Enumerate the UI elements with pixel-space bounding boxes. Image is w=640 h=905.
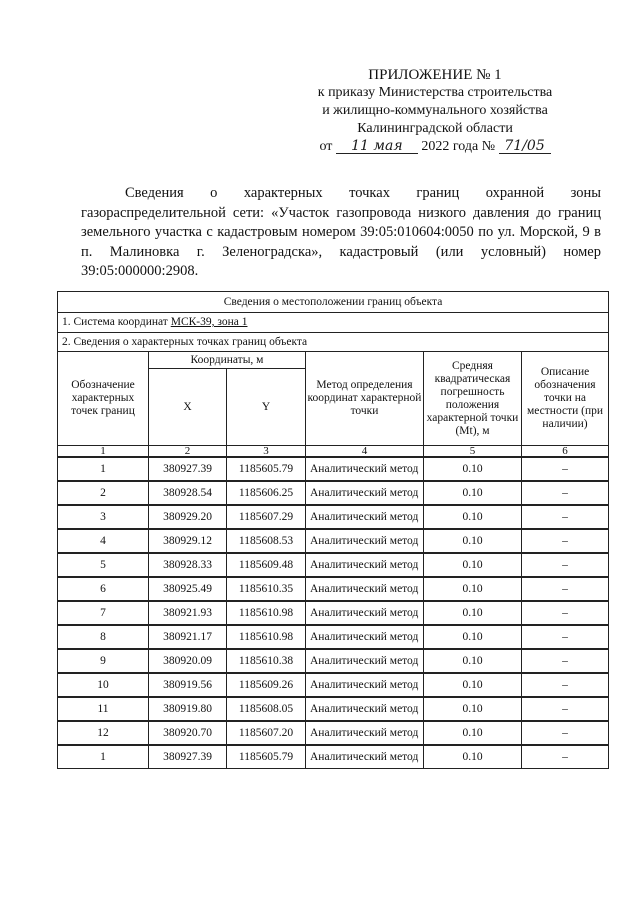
error-cell: 0.10 <box>424 457 522 481</box>
x-cell: 380921.17 <box>149 625 227 649</box>
date-prefix: от <box>319 139 333 154</box>
point-cell: 8 <box>58 625 149 649</box>
section-title: Сведения о местоположении границ объекта <box>58 292 609 313</box>
method-cell: Аналитический метод <box>306 577 424 601</box>
annex-header <box>290 66 580 156</box>
error-cell: 0.10 <box>424 673 522 697</box>
error-cell: 0.10 <box>424 625 522 649</box>
col-number: 4 <box>306 446 424 458</box>
points-table <box>57 291 609 769</box>
error-cell: 0.10 <box>424 721 522 745</box>
error-cell: 0.10 <box>424 505 522 529</box>
method-cell: Аналитический метод <box>306 481 424 505</box>
handwritten-date: 11 мая <box>336 139 418 154</box>
desc-cell: – <box>522 553 609 577</box>
method-cell: Аналитический метод <box>306 529 424 553</box>
y-cell: 1185610.38 <box>227 649 306 673</box>
desc-cell: – <box>522 649 609 673</box>
y-cell: 1185610.98 <box>227 601 306 625</box>
desc-cell: – <box>522 601 609 625</box>
table-row <box>58 577 609 601</box>
y-cell: 1185609.48 <box>227 553 306 577</box>
x-cell: 380921.93 <box>149 601 227 625</box>
method-cell: Аналитический метод <box>306 625 424 649</box>
desc-cell: – <box>522 577 609 601</box>
table-row <box>58 505 609 529</box>
table-row <box>58 481 609 505</box>
col-number: 5 <box>424 446 522 458</box>
points-heading: 2. Сведения о характерных точках границ объекта <box>58 333 609 352</box>
method-cell: Аналитический метод <box>306 673 424 697</box>
method-cell: Аналитический метод <box>306 649 424 673</box>
point-cell: 6 <box>58 577 149 601</box>
y-cell: 1185608.05 <box>227 697 306 721</box>
y-cell: 1185610.35 <box>227 577 306 601</box>
table-row <box>58 553 609 577</box>
point-cell: 9 <box>58 649 149 673</box>
desc-cell: – <box>522 721 609 745</box>
point-cell: 5 <box>58 553 149 577</box>
table-row <box>58 745 609 769</box>
annex-line-1: к приказу Министерства строительства <box>317 85 553 100</box>
y-cell: 1185607.29 <box>227 505 306 529</box>
desc-cell: – <box>522 745 609 769</box>
x-cell: 380929.12 <box>149 529 227 553</box>
x-cell: 380920.09 <box>149 649 227 673</box>
error-cell: 0.10 <box>424 649 522 673</box>
table-body <box>58 457 609 769</box>
annex-date-line <box>290 138 580 156</box>
table-row <box>58 721 609 745</box>
method-cell: Аналитический метод <box>306 697 424 721</box>
point-cell: 4 <box>58 529 149 553</box>
x-cell: 380919.80 <box>149 697 227 721</box>
error-cell: 0.10 <box>424 529 522 553</box>
point-cell: 1 <box>58 745 149 769</box>
point-cell: 10 <box>58 673 149 697</box>
x-cell: 380920.70 <box>149 721 227 745</box>
method-cell: Аналитический метод <box>306 457 424 481</box>
date-mid: 2022 года № <box>421 139 496 154</box>
point-cell: 1 <box>58 457 149 481</box>
header-desc: Описание обозначения точки на местности (при наличии) <box>522 352 609 446</box>
point-cell: 11 <box>58 697 149 721</box>
header-error: Средняя квадратическая погрешность положения характерной точки (Mt), м <box>424 352 522 446</box>
y-cell: 1185609.26 <box>227 673 306 697</box>
point-cell: 3 <box>58 505 149 529</box>
y-cell: 1185610.98 <box>227 625 306 649</box>
y-cell: 1185606.25 <box>227 481 306 505</box>
method-cell: Аналитический метод <box>306 745 424 769</box>
desc-cell: – <box>522 529 609 553</box>
x-cell: 380927.39 <box>149 457 227 481</box>
x-cell: 380927.39 <box>149 745 227 769</box>
method-cell: Аналитический метод <box>306 721 424 745</box>
intro-paragraph: Сведения о характерных точках границ охранной зоны газораспределительной сети: «Участок газопровода низкого давления до границ земельного участка с кадастровым номером 39:05:010604:0050 по ул. Морской, 9 в п. Малиновка г. Зеленоградска», кадастровый (или условный) номер 39:05:000000:2908. <box>81 185 601 279</box>
desc-cell: – <box>522 481 609 505</box>
header-y: Y <box>227 369 306 446</box>
table-row <box>58 457 609 481</box>
y-cell: 1185608.53 <box>227 529 306 553</box>
x-cell: 380928.54 <box>149 481 227 505</box>
y-cell: 1185605.79 <box>227 745 306 769</box>
annex-title: ПРИЛОЖЕНИЕ № 1 <box>368 67 502 83</box>
error-cell: 0.10 <box>424 553 522 577</box>
x-cell: 380929.20 <box>149 505 227 529</box>
col-number: 1 <box>58 446 149 458</box>
coord-system-row <box>58 313 609 333</box>
point-cell: 2 <box>58 481 149 505</box>
table-row <box>58 673 609 697</box>
desc-cell: – <box>522 457 609 481</box>
error-cell: 0.10 <box>424 601 522 625</box>
method-cell: Аналитический метод <box>306 601 424 625</box>
point-cell: 12 <box>58 721 149 745</box>
col-number: 2 <box>149 446 227 458</box>
error-cell: 0.10 <box>424 577 522 601</box>
header-point: Обозначение характерных точек границ <box>58 352 149 446</box>
coord-system-value: МСК-39, зона 1 <box>170 316 248 328</box>
header-coords: Координаты, м <box>149 352 306 369</box>
table-row <box>58 529 609 553</box>
annex-line-2: и жилищно-коммунального хозяйства <box>322 103 548 118</box>
table-row <box>58 625 609 649</box>
desc-cell: – <box>522 505 609 529</box>
error-cell: 0.10 <box>424 697 522 721</box>
col-number: 3 <box>227 446 306 458</box>
error-cell: 0.10 <box>424 481 522 505</box>
point-cell: 7 <box>58 601 149 625</box>
col-number: 6 <box>522 446 609 458</box>
y-cell: 1185605.79 <box>227 457 306 481</box>
coord-system-label: 1. Система координат <box>62 316 171 328</box>
y-cell: 1185607.20 <box>227 721 306 745</box>
desc-cell: – <box>522 625 609 649</box>
handwritten-number: 71/05 <box>499 139 551 154</box>
table-row <box>58 649 609 673</box>
desc-cell: – <box>522 673 609 697</box>
x-cell: 380919.56 <box>149 673 227 697</box>
method-cell: Аналитический метод <box>306 553 424 577</box>
header-x: X <box>149 369 227 446</box>
desc-cell: – <box>522 697 609 721</box>
x-cell: 380928.33 <box>149 553 227 577</box>
table-row <box>58 697 609 721</box>
x-cell: 380925.49 <box>149 577 227 601</box>
error-cell: 0.10 <box>424 745 522 769</box>
table-row <box>58 601 609 625</box>
annex-line-3: Калининградской области <box>357 121 513 136</box>
header-method: Метод определения координат характерной точки <box>306 352 424 446</box>
method-cell: Аналитический метод <box>306 505 424 529</box>
